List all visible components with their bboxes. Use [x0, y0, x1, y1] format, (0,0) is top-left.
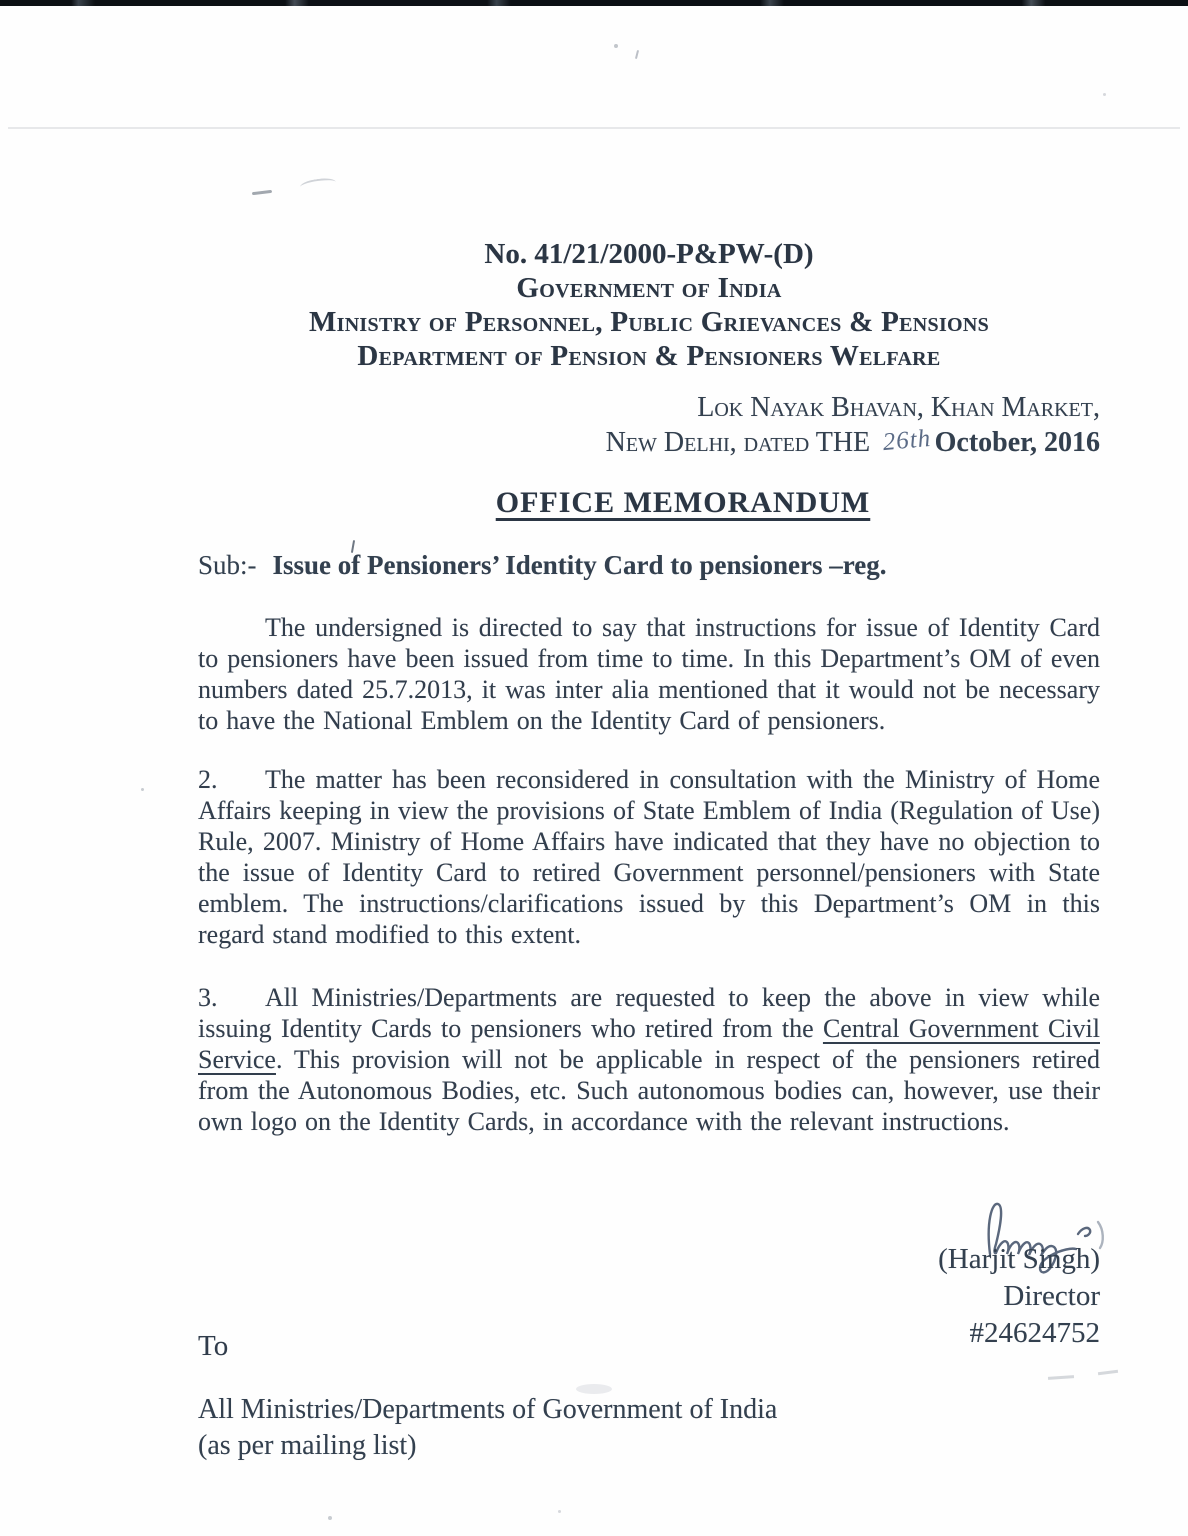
reference-number: No. 41/21/2000-P&PW-(D) — [484, 238, 814, 270]
subject-text: Issue of Pensioners’ Identity Card to pensioners –reg. — [272, 550, 887, 580]
signatory-name: (Harjit Singh) — [938, 1243, 1100, 1275]
paragraph-1: The undersigned is directed to say that instructions for issue of Identity Card to pensioners have been issued from time to time. In this Department’s OM of even numbers dated 25.7.2013, it was inter alia mentioned that it would not be necessary to have the National Emblem on the Identity Card of pensioners. — [198, 613, 1100, 735]
paragraph-3-text-after: . This provision will not be applicable in respect of the pensioners retired from the Autonomous Bodies, etc. Such autonomous bodies can, however, use their own logo on the Identity Cards, in accordance with the relevant instructions. — [198, 1045, 1100, 1136]
handwritten-date: 26th — [881, 424, 933, 457]
signatory-role: Director — [1003, 1280, 1100, 1312]
scan-speck — [635, 50, 639, 59]
signatory-phone: #24624752 — [969, 1317, 1100, 1349]
letterhead — [198, 237, 1100, 373]
paragraph-3-text-before: All Ministries/Departments are requested to keep the above in view while issuing Identity Cards to pensioners who retired from the — [198, 983, 1100, 1043]
paragraph-2-number: 2. — [198, 765, 218, 794]
paragraph-3-underlined-phrase: Central Government Civil Service — [198, 1014, 1100, 1074]
pencil-mark — [252, 190, 272, 195]
printed-date: October, 2016 — [934, 427, 1100, 458]
recipient-lines — [198, 1392, 777, 1464]
pencil-mark — [1048, 1375, 1074, 1380]
scan-speck — [558, 1510, 561, 1513]
paragraph-3-number: 3. — [198, 983, 218, 1012]
org-ministry: Ministry of Personnel, Public Grievances & Pensions — [308, 306, 990, 338]
document-title-text: OFFICE MEMORANDUM — [495, 486, 871, 519]
address-line2 — [606, 425, 1100, 461]
recipient-line1: All Ministries/Departments of Government of India — [198, 1394, 778, 1425]
document-title — [232, 486, 1134, 520]
scan-speck — [141, 788, 144, 791]
scan-fold-line — [8, 127, 1180, 129]
scan-speck — [1103, 93, 1106, 96]
paragraph-2-text: The matter has been reconsidered in consultation with the Ministry of Home Affairs keeping in view the provisions of State Emblem of India (Regulation of Use) Rule, 2007. Ministry of Home Affairs have indicated that they have no objection to the issue of Identity Card to retired Government personnel/pensioners with State emblem. The instructions/clarifications issued by this Department’s OM in this regard stand modified to this extent. — [198, 765, 1100, 949]
pencil-mark — [299, 177, 336, 193]
recipient-label: To — [198, 1330, 229, 1362]
org-government: Government of India — [516, 272, 782, 304]
recipient-line2: (as per mailing list) — [198, 1430, 417, 1461]
org-department: Department of Pension & Pensioners Welfare — [357, 340, 941, 372]
pencil-mark — [1098, 1370, 1118, 1375]
issuing-address — [606, 390, 1100, 461]
address-line1: Lok Nayak Bhavan, Khan Market, — [697, 392, 1100, 423]
paragraph-2 — [198, 764, 1100, 950]
signature-block — [938, 1241, 1100, 1352]
date-line-prefix: New Delhi, dated THE — [605, 427, 871, 458]
subject-label: Sub:- — [198, 550, 257, 580]
scan-speck — [328, 1516, 332, 1520]
paragraph-3 — [198, 982, 1100, 1137]
scan-edge-artifact — [0, 0, 1188, 6]
subject-line — [198, 550, 1100, 581]
scan-speck — [614, 44, 618, 48]
